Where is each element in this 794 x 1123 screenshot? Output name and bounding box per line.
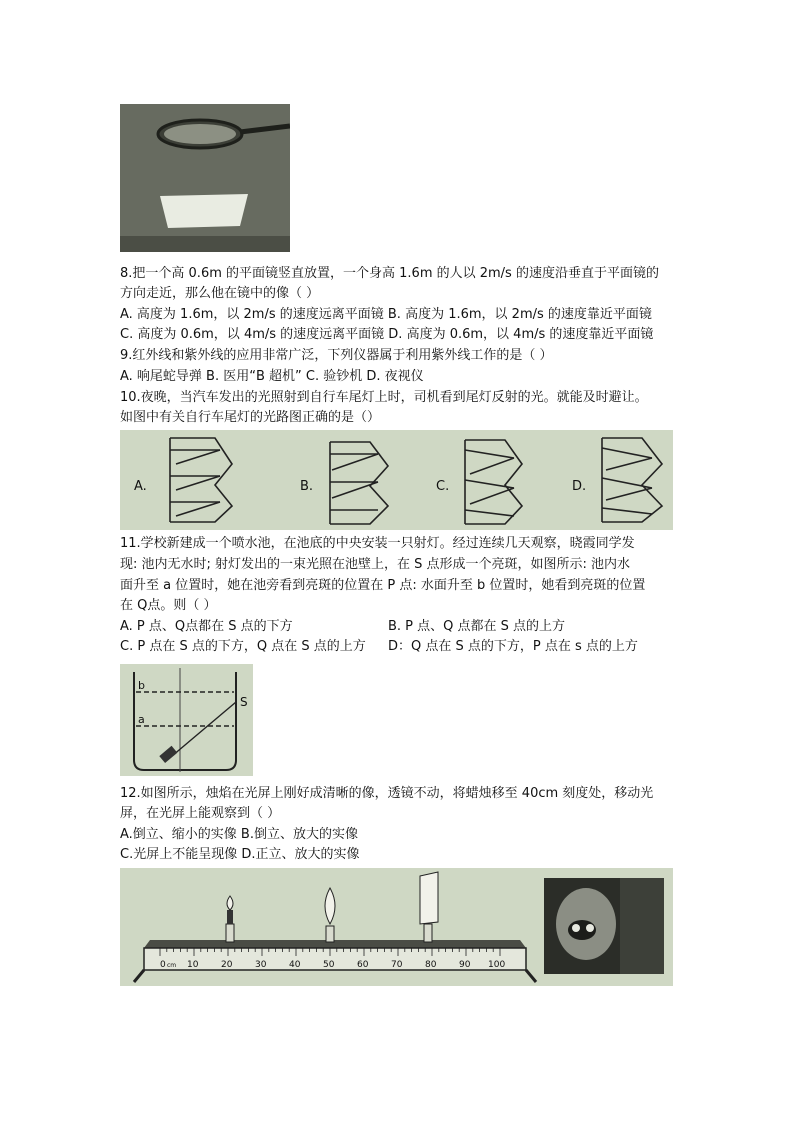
q11-option-b: B. P 点、Q 点都在 S 点的上方 <box>388 619 566 634</box>
q10-stem-line1: 10.夜晚，当汽车发出的光照射到自行车尾灯上时，司机看到尾灯反射的光。就能及时避让。 <box>120 390 648 405</box>
q8-stem-line2: 方向走近，那么他在镜中的像（ ） <box>120 286 320 301</box>
q8-options-line2: C. 高度为 0.6m，以 4m/s 的速度远离平面镜 D. 高度为 0.6m，以 4m/s 的速度靠近平面镜 <box>120 327 654 342</box>
pool-diagram <box>120 664 253 776</box>
tick-60: 60 <box>357 960 369 970</box>
tick-90: 90 <box>459 960 471 970</box>
q12-optical-bench-figure <box>120 868 673 986</box>
tick-40: 40 <box>289 960 301 970</box>
q10-taillight-figure <box>120 430 673 530</box>
label-s: S <box>240 695 248 709</box>
q11-stem-line3: 面升至 a 位置时，她在池旁看到亮斑的位置在 P 点: 水面升至 b 位置时，她看到亮斑的位置 <box>120 578 646 593</box>
q7-photo-figure <box>120 104 290 252</box>
diagram-c <box>465 440 522 524</box>
q9-options: A. 响尾蛇导弹 B. 医用“B 超机” C. 验钞机 D. 夜视仪 <box>120 369 424 384</box>
tick-100: 100 <box>488 960 506 970</box>
q11-pool-figure <box>120 664 253 776</box>
tick-10: 10 <box>187 960 199 970</box>
q11-stem-line2: 现: 池内无水时; 射灯发出的一束光照在池壁上，在 S 点形成一个亮斑，如图所示: 池内水 <box>120 557 631 572</box>
q11-stem-line1: 11.学校新建成一个喷水池，在池底的中央安装一只射灯。经过连续几天观察，晓霞同学发 <box>120 536 635 551</box>
label-c: C. <box>436 479 450 494</box>
q10-stem-line2: 如图中有关自行车尾灯的光路图正确的是（） <box>120 410 381 425</box>
tick-80: 80 <box>425 960 437 970</box>
diagram-a <box>170 438 232 522</box>
label-b: B. <box>300 479 314 494</box>
light-screen-icon <box>420 872 438 942</box>
q11-option-c: C. P 点在 S 点的下方，Q 点在 S 点的上方 <box>120 639 366 654</box>
label-a: a <box>138 713 145 726</box>
image-photo <box>544 878 664 974</box>
optical-bench <box>120 868 673 986</box>
convex-lens-icon <box>325 888 335 942</box>
q11-option-a: A. P 点、Q点都在 S 点的下方 <box>120 619 293 634</box>
q12-options-line1: A.倒立、缩小的实像 B.倒立、放大的实像 <box>120 827 358 842</box>
diagram-b <box>330 442 388 524</box>
burning-lens-photo <box>120 104 290 252</box>
tick-20: 20 <box>221 960 233 970</box>
q12-stem-line2: 屏，在光屏上能观察到（ ） <box>120 806 281 821</box>
tick-cm: cm <box>167 962 177 969</box>
q11-option-d: D：Q 点在 S 点的下方，P 点在 s 点的上方 <box>388 639 638 654</box>
q12-options-line2: C.光屏上不能呈现像 D.正立、放大的实像 <box>120 847 360 862</box>
diagram-d <box>602 438 662 522</box>
q11-stem-line4: 在 Q点。则（ ） <box>120 598 217 613</box>
taillight-diagrams <box>120 430 673 530</box>
label-b: b <box>138 679 145 692</box>
q9-stem: 9.红外线和紫外线的应用非常广泛，下列仪器属于利用紫外线工作的是（ ） <box>120 348 553 363</box>
q8-stem-line1: 8.把一个高 0.6m 的平面镜竖直放置，一个身高 1.6m 的人以 2m/s 的速度沿垂直于平面镜的 <box>120 266 659 281</box>
tick-50: 50 <box>323 960 335 970</box>
tick-70: 70 <box>391 960 403 970</box>
q12-stem-line1: 12.如图所示，烛焰在光屏上刚好成清晰的像，透镜不动，将蜡烛移至 40cm 刻度处，移动光 <box>120 786 654 801</box>
tick-30: 30 <box>255 960 267 970</box>
label-d: D. <box>572 479 587 494</box>
q8-options-line1: A. 高度为 1.6m，以 2m/s 的速度远离平面镜 B. 高度为 1.6m，以 2m/s 的速度靠近平面镜 <box>120 307 652 322</box>
label-a: A. <box>134 479 147 494</box>
tick-0: 0 <box>160 960 166 970</box>
candle-icon <box>226 896 234 942</box>
